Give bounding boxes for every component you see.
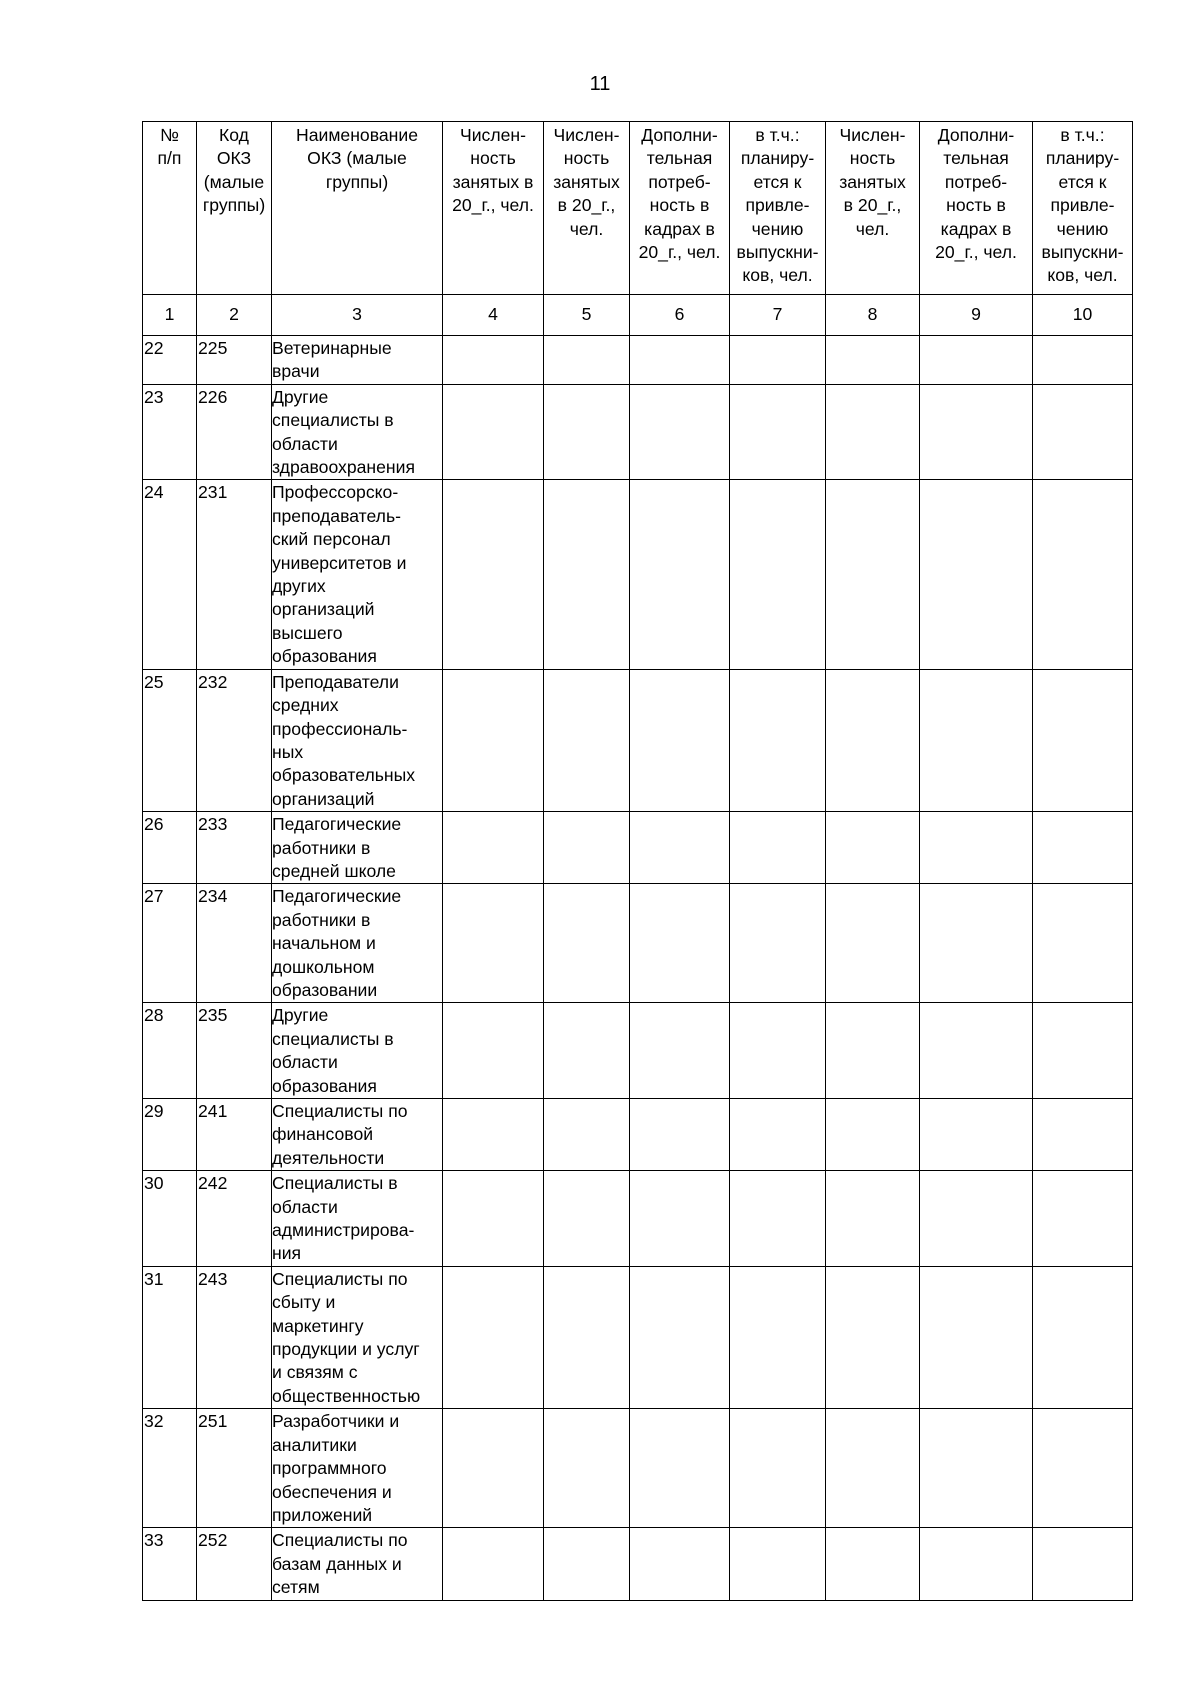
empty-cell: [443, 1266, 544, 1408]
row-number: 26: [143, 812, 197, 884]
okz-group-name: Специалисты в области администрирова- ния: [272, 1171, 443, 1267]
table-row: [143, 884, 1133, 1003]
empty-cell: [630, 1003, 730, 1099]
empty-cell: [443, 669, 544, 811]
table-row: [143, 669, 1133, 811]
table-row: [143, 1099, 1133, 1171]
empty-cell: [630, 1099, 730, 1171]
empty-cell: [730, 812, 826, 884]
header-cell: Числен- ность занятых в 20_г., чел.: [826, 122, 920, 295]
okz-code: 235: [197, 1003, 272, 1099]
empty-cell: [826, 1266, 920, 1408]
empty-cell: [826, 1171, 920, 1267]
column-number: 10: [1033, 295, 1133, 336]
okz-group-name: Разработчики и аналитики программного обеспечения и приложений: [272, 1409, 443, 1528]
row-number: 25: [143, 669, 197, 811]
okz-code: 226: [197, 384, 272, 480]
empty-cell: [826, 812, 920, 884]
empty-cell: [826, 480, 920, 669]
empty-cell: [730, 669, 826, 811]
empty-cell: [1033, 1409, 1133, 1528]
empty-cell: [630, 812, 730, 884]
empty-cell: [730, 1099, 826, 1171]
empty-cell: [920, 812, 1033, 884]
header-cell: в т.ч.: планиру- ется к привле- чению выпускни- ков, чел.: [1033, 122, 1133, 295]
empty-cell: [1033, 480, 1133, 669]
empty-cell: [920, 1171, 1033, 1267]
row-number: 30: [143, 1171, 197, 1267]
empty-cell: [443, 336, 544, 385]
table-row: [143, 384, 1133, 480]
row-number: 23: [143, 384, 197, 480]
okz-code: 232: [197, 669, 272, 811]
column-number: 1: [143, 295, 197, 336]
empty-cell: [630, 669, 730, 811]
row-number: 31: [143, 1266, 197, 1408]
empty-cell: [730, 1528, 826, 1600]
page-number: 11: [589, 73, 611, 95]
empty-cell: [826, 884, 920, 1003]
empty-cell: [630, 1266, 730, 1408]
empty-cell: [1033, 812, 1133, 884]
column-number: 3: [272, 295, 443, 336]
row-number: 28: [143, 1003, 197, 1099]
empty-cell: [1033, 1266, 1133, 1408]
empty-cell: [1033, 1528, 1133, 1600]
empty-cell: [826, 1003, 920, 1099]
row-number: 29: [143, 1099, 197, 1171]
empty-cell: [443, 1099, 544, 1171]
empty-cell: [1033, 384, 1133, 480]
empty-cell: [730, 1266, 826, 1408]
empty-cell: [544, 1528, 630, 1600]
empty-cell: [920, 384, 1033, 480]
empty-cell: [920, 480, 1033, 669]
column-number: 6: [630, 295, 730, 336]
row-number: 24: [143, 480, 197, 669]
empty-cell: [826, 1409, 920, 1528]
empty-cell: [920, 336, 1033, 385]
empty-cell: [920, 1099, 1033, 1171]
okz-group-name: Профессорско- преподаватель- ский персонал университетов и других организаций высшего образования: [272, 480, 443, 669]
empty-cell: [544, 1266, 630, 1408]
okz-code: 233: [197, 812, 272, 884]
header-cell: Наименование ОКЗ (малые группы): [272, 122, 443, 295]
empty-cell: [920, 1528, 1033, 1600]
column-number: 8: [826, 295, 920, 336]
empty-cell: [443, 1528, 544, 1600]
okz-table: [142, 121, 1133, 1601]
empty-cell: [730, 1003, 826, 1099]
empty-cell: [630, 384, 730, 480]
column-number: 5: [544, 295, 630, 336]
empty-cell: [630, 336, 730, 385]
row-number: 32: [143, 1409, 197, 1528]
empty-cell: [544, 1409, 630, 1528]
okz-group-name: Преподаватели средних профессиональ- ных образовательных организаций: [272, 669, 443, 811]
empty-cell: [1033, 1171, 1133, 1267]
column-number: 9: [920, 295, 1033, 336]
okz-code: 234: [197, 884, 272, 1003]
empty-cell: [443, 1409, 544, 1528]
empty-cell: [630, 1409, 730, 1528]
empty-cell: [1033, 1003, 1133, 1099]
okz-group-name: Педагогические работники в начальном и дошкольном образовании: [272, 884, 443, 1003]
okz-code: 252: [197, 1528, 272, 1600]
table-row: [143, 812, 1133, 884]
empty-cell: [826, 336, 920, 385]
empty-cell: [443, 1003, 544, 1099]
empty-cell: [443, 1171, 544, 1267]
header-cell: № п/п: [143, 122, 197, 295]
okz-code: 243: [197, 1266, 272, 1408]
empty-cell: [730, 384, 826, 480]
empty-cell: [920, 1409, 1033, 1528]
table-row: [143, 1409, 1133, 1528]
okz-code: 225: [197, 336, 272, 385]
empty-cell: [544, 884, 630, 1003]
header-cell: Числен- ность занятых в 20_г., чел.: [544, 122, 630, 295]
table-row: [143, 1171, 1133, 1267]
empty-cell: [920, 669, 1033, 811]
empty-cell: [826, 384, 920, 480]
empty-cell: [826, 669, 920, 811]
empty-cell: [630, 884, 730, 1003]
empty-cell: [730, 480, 826, 669]
empty-cell: [826, 1099, 920, 1171]
empty-cell: [730, 884, 826, 1003]
empty-cell: [443, 884, 544, 1003]
empty-cell: [730, 1409, 826, 1528]
header-cell: Числен- ность занятых в 20_г., чел.: [443, 122, 544, 295]
empty-cell: [443, 384, 544, 480]
header-cell: в т.ч.: планиру- ется к привле- чению выпускни- ков, чел.: [730, 122, 826, 295]
empty-cell: [443, 812, 544, 884]
empty-cell: [920, 1266, 1033, 1408]
okz-code: 231: [197, 480, 272, 669]
empty-cell: [730, 336, 826, 385]
empty-cell: [544, 384, 630, 480]
table-row: [143, 1528, 1133, 1600]
column-number-row: [143, 295, 1133, 336]
empty-cell: [544, 1099, 630, 1171]
empty-cell: [544, 669, 630, 811]
okz-code: 241: [197, 1099, 272, 1171]
row-number: 22: [143, 336, 197, 385]
empty-cell: [920, 884, 1033, 1003]
okz-group-name: Ветеринарные врачи: [272, 336, 443, 385]
empty-cell: [1033, 669, 1133, 811]
empty-cell: [1033, 1099, 1133, 1171]
okz-group-name: Другие специалисты в области здравоохранения: [272, 384, 443, 480]
column-number: 7: [730, 295, 826, 336]
header-cell: Код ОКЗ (малые группы): [197, 122, 272, 295]
okz-group-name: Другие специалисты в области образования: [272, 1003, 443, 1099]
empty-cell: [544, 336, 630, 385]
okz-code: 242: [197, 1171, 272, 1267]
empty-cell: [1033, 884, 1133, 1003]
row-number: 27: [143, 884, 197, 1003]
empty-cell: [826, 1528, 920, 1600]
empty-cell: [630, 1528, 730, 1600]
empty-cell: [544, 1171, 630, 1267]
table-row: [143, 480, 1133, 669]
okz-group-name: Педагогические работники в средней школе: [272, 812, 443, 884]
empty-cell: [443, 480, 544, 669]
header-cell: Дополни- тельная потреб- ность в кадрах в 20_г., чел.: [920, 122, 1033, 295]
okz-code: 251: [197, 1409, 272, 1528]
empty-cell: [544, 1003, 630, 1099]
table-row: [143, 1266, 1133, 1408]
column-number: 4: [443, 295, 544, 336]
column-number: 2: [197, 295, 272, 336]
table-row: [143, 1003, 1133, 1099]
okz-group-name: Специалисты по базам данных и сетям: [272, 1528, 443, 1600]
okz-group-name: Специалисты по сбыту и маркетингу продукции и услуг и связям с общественностью: [272, 1266, 443, 1408]
empty-cell: [544, 480, 630, 669]
empty-cell: [544, 812, 630, 884]
table-header-row: [143, 122, 1133, 295]
header-cell: Дополни- тельная потреб- ность в кадрах в 20_г., чел.: [630, 122, 730, 295]
okz-group-name: Специалисты по финансовой деятельности: [272, 1099, 443, 1171]
empty-cell: [630, 1171, 730, 1267]
row-number: 33: [143, 1528, 197, 1600]
table-row: [143, 336, 1133, 385]
empty-cell: [1033, 336, 1133, 385]
empty-cell: [630, 480, 730, 669]
empty-cell: [730, 1171, 826, 1267]
empty-cell: [920, 1003, 1033, 1099]
